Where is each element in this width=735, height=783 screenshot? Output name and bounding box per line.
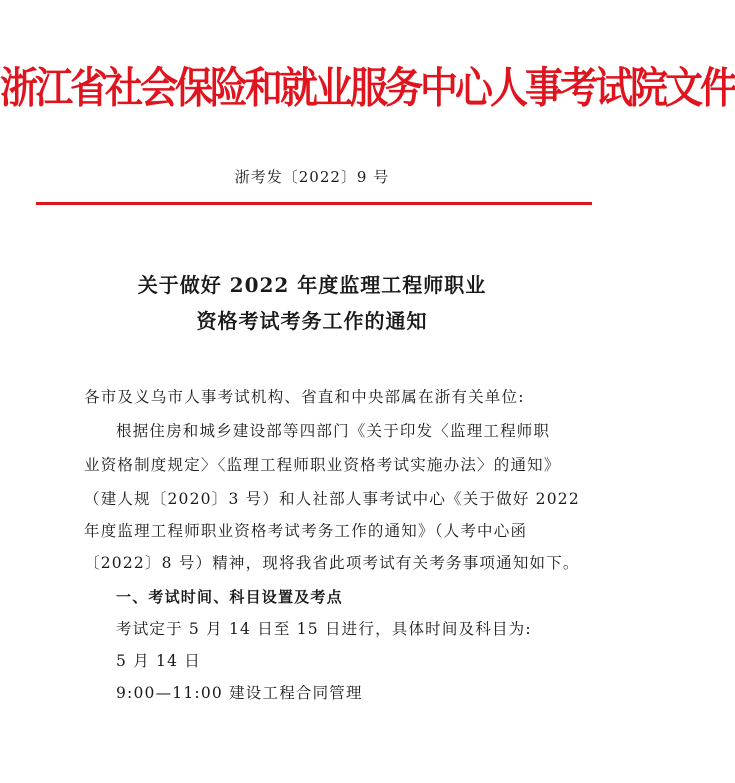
paragraph-line: 年度监理工程师职业资格考试考务工作的通知》（人考中心函 [84, 522, 528, 540]
paragraph-line: 业资格制度规定〉〈监理工程师职业资格考试实施办法〉的通知》 [84, 456, 561, 474]
addressee-line: 各市及义乌市人事考试机构、省直和中央部属在浙有关单位: [84, 388, 525, 406]
exam-dates-line: 考试定于 5 月 14 日至 15 日进行，具体时间及科目为: [116, 620, 532, 638]
notice-title-line-1: 关于做好 2022 年度监理工程师职业 [137, 273, 487, 297]
document-number: 浙考发〔2022〕9 号 [234, 168, 390, 186]
paragraph-line: 根据住房和城乡建设部等四部门《关于印发〈监理工程师职 [116, 422, 551, 440]
issuer-header-title: 浙江省社会保险和就业服务中心人事考试院文件 [0, 63, 735, 113]
paragraph-line: （建人规〔2020〕3 号）和人社部人事考试中心《关于做好 2022 [84, 490, 580, 508]
section-heading: 一、考试时间、科目设置及考点 [116, 588, 343, 606]
schedule-line: 9:00—11:00 建设工程合同管理 [116, 684, 363, 702]
date-label: 5 月 14 日 [116, 652, 201, 670]
paragraph-line: 〔2022〕8 号）精神，现将我省此项考试有关考务事项通知如下。 [84, 554, 580, 572]
notice-title-line-2: 资格考试考务工作的通知 [196, 309, 428, 333]
red-divider-line [36, 202, 592, 205]
